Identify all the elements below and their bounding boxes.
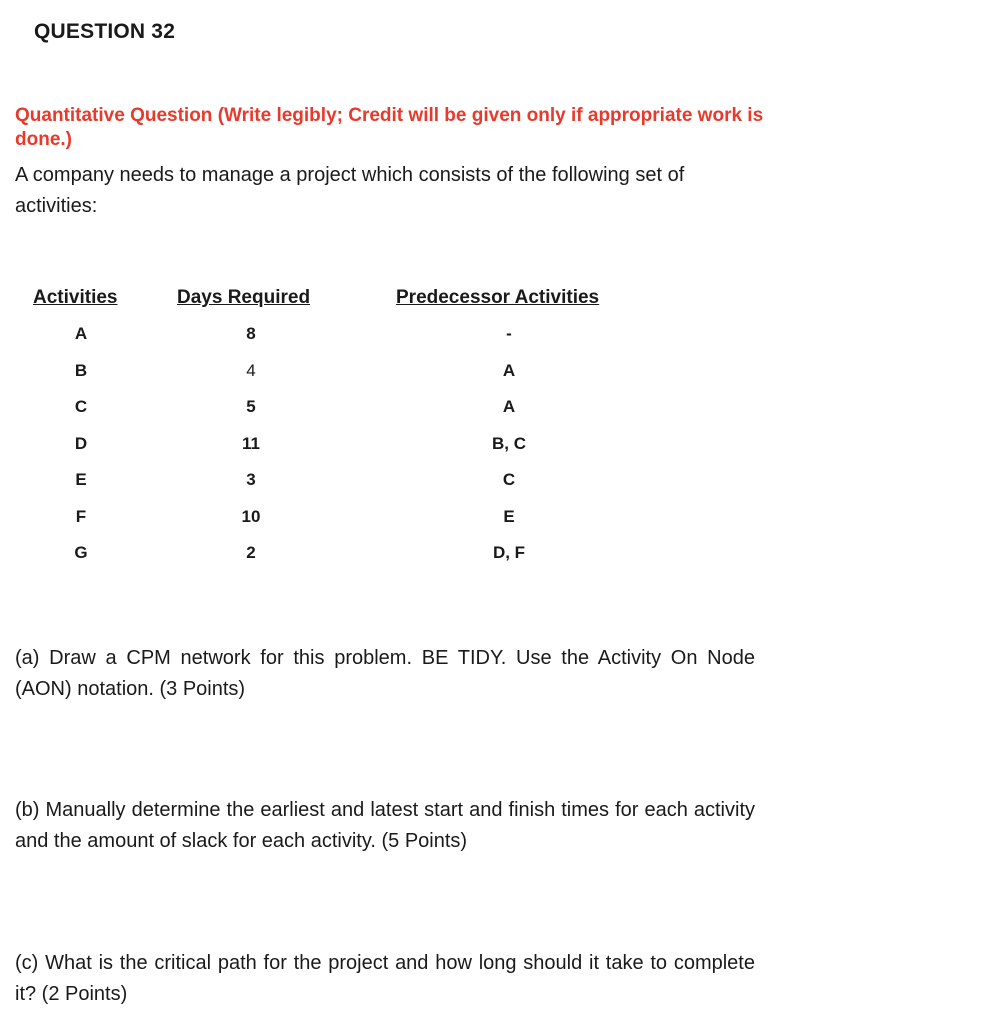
column-header-days-required: Days Required xyxy=(177,287,311,308)
days-cell: 3 xyxy=(246,470,256,489)
activity-cell: E xyxy=(75,470,87,489)
predecessor-cell: A xyxy=(502,360,516,380)
table-row xyxy=(0,501,700,538)
days-cell: 8 xyxy=(246,324,256,343)
instruction-text: Quantitative Question (Write legibly; Credit will be given only if appropriate work is done.) xyxy=(15,105,764,150)
activity-cell: B xyxy=(74,360,88,380)
activity-cell: F xyxy=(75,506,87,526)
activity-table xyxy=(0,318,700,574)
question-number-heading: QUESTION 32 xyxy=(34,20,176,43)
days-cell: 2 xyxy=(246,543,256,562)
column-header-predecessors: Predecessor Activities xyxy=(396,287,600,308)
predecessor-cell: - xyxy=(506,324,512,343)
days-cell: 4 xyxy=(246,360,256,380)
activity-cell: G xyxy=(74,543,88,562)
activity-cell: A xyxy=(74,324,88,343)
table-row xyxy=(0,464,700,501)
days-cell: 11 xyxy=(242,433,260,453)
part-b-question: (b) Manually determine the earliest and latest start and finish times for each activity and the amount of slack for each activity. (5 Points) xyxy=(15,799,755,852)
part-c-question: (c) What is the critical path for the project and how long should it take to complete it? (2 Points) xyxy=(15,952,755,1005)
predecessor-cell: C xyxy=(502,470,516,489)
part-a-question: (a) Draw a CPM network for this problem. BE TIDY. Use the Activity On Node (AON) notation. (3 Points) xyxy=(15,647,755,700)
table-row xyxy=(0,355,700,392)
activity-cell: D xyxy=(74,433,88,453)
table-row xyxy=(0,318,700,355)
predecessor-cell: A xyxy=(502,397,516,416)
table-row xyxy=(0,391,700,428)
table-row xyxy=(0,428,700,465)
days-cell: 5 xyxy=(246,397,256,416)
column-header-activities: Activities xyxy=(33,287,118,308)
predecessor-cell: D, F xyxy=(492,543,526,562)
table-row xyxy=(0,537,700,574)
activity-cell: C xyxy=(74,397,88,416)
days-cell: 10 xyxy=(241,506,261,526)
predecessor-cell: B, C xyxy=(492,433,526,453)
predecessor-cell: E xyxy=(503,506,515,526)
problem-intro: A company needs to manage a project which consists of the following set of activities: xyxy=(15,164,685,217)
